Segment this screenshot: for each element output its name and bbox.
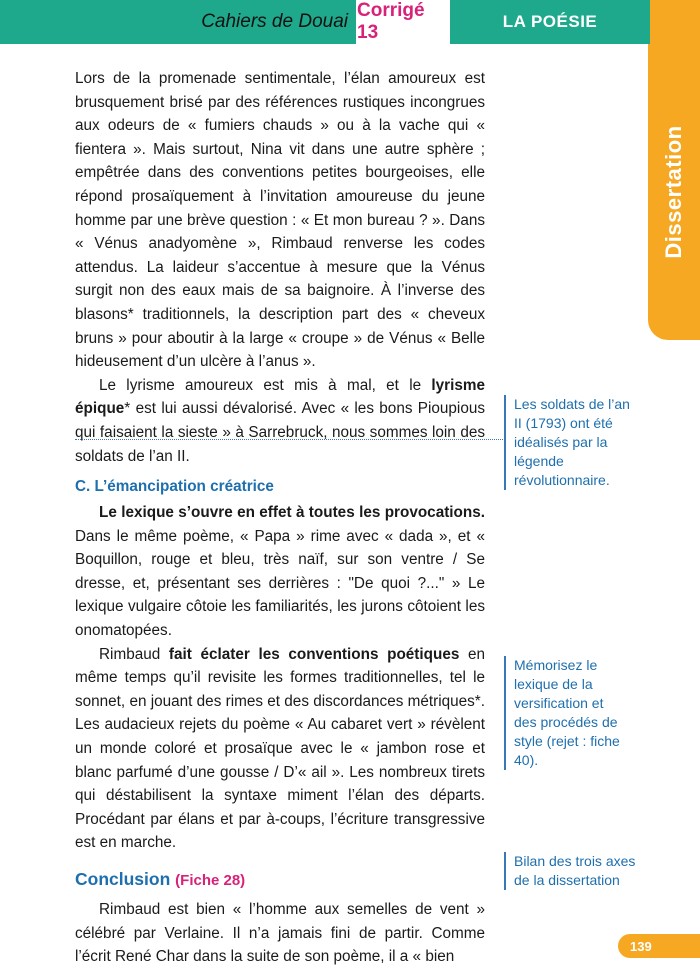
margin-note-2: Mémorisez le lexique de la versification et des procédés de style (rejet : fiche 40). <box>504 656 629 770</box>
conclusion-title: Conclusion <box>75 869 171 889</box>
main-text <box>75 67 485 969</box>
paragraph-2-text-c: * est lui aussi dévalorisé. Avec « les bons Pioupious qui faisaient la sieste » à Sarrebruck, nous sommes loin des <box>75 400 485 441</box>
paragraph-4 <box>75 643 485 855</box>
side-tab <box>648 44 700 340</box>
side-tab-label: Dissertation <box>661 125 686 259</box>
page-number: 139 <box>618 934 700 958</box>
header-book-title-bar <box>0 0 356 44</box>
paragraph-4-bold: fait éclater les conventions poétiques <box>168 645 460 663</box>
paragraph-2-bold: lyrisme épique <box>75 376 485 418</box>
note-leader-line <box>75 439 503 440</box>
paragraph-3 <box>75 501 485 643</box>
margin-note-1: Les soldats de l’an II (1793) ont été idéalisés par la légende révolutionnaire. <box>504 395 634 490</box>
side-tab-top <box>650 0 700 44</box>
paragraph-4-text-c: en même temps qu’il revisite les formes traditionnelles, tel le sonnet, en jouant des rimes et des discordances métriques*. Les audacieux rejets du poème « Au cabaret vert » révèlent un monde coloré et prosaïque avec le « jambon rose et blanc parfumé d’une gousse / D’« ail ». Les nombreux tirets qui déstabilisent la syntaxe miment l’élan des départs. Procédant par élans et par à-coups, l’écriture transgressive est en marche. <box>75 645 486 852</box>
paragraph-5: Rimbaud est bien « l’homme aux semelles de vent » célébré par Verlaine. Il n’a jamais fini de partir. Comme l’écrit René Char dans la suite de son poème, il a « bien <box>75 901 485 966</box>
paragraph-1: Lors de la promenade sentimentale, l’élan amoureux est brusquement brisé par des références rustiques incongrues aux odeurs de « fumiers chauds » ou à la vache qui « fientera ». Mais surtout, Nina vit dans une autre sphère ; empêtrée dans des conventions petites bourgeoises, elle répond prosaïquement à l’invitation amoureuse du jeune homme par une brève question : « Et mon bureau ? ». Dans « Vénus anadyomène », Rimbaud renverse les codes attendus. La laideur s’accentue à mesure que la Vénus surgit non des eaux mais de sa baignoire. À l’inverse des blasons* traditionnels, la description part des « cheveux bruns » pour aboutir à la large « croupe » de Vénus « Belle hideusement d’un ulcère à l’anus ». <box>75 70 485 371</box>
paragraph-2-note-anchor: soldats de l’an II <box>75 447 186 465</box>
paragraph-4-text-a: Rimbaud <box>99 645 169 663</box>
heading-c: C. L’émancipation créatrice <box>75 478 274 496</box>
margin-note-3: Bilan des trois axes de la dissertation <box>504 852 639 890</box>
conclusion-heading <box>75 866 485 894</box>
conclusion-fiche-ref: (Fiche 28) <box>175 872 246 889</box>
paragraph-3-bold: Le lexique s’ouvre en effet à toutes les provocations. <box>99 504 485 522</box>
paragraph-2-text-a: Le lyrisme amoureux est mis à mal, et le <box>99 376 432 394</box>
book-title: Cahiers de Douai <box>201 11 348 32</box>
paragraph-2-text-e: . <box>185 447 190 465</box>
corrige-label: Corrigé 13 <box>357 0 449 44</box>
section-title: LA POÉSIE <box>450 0 650 44</box>
paragraph-2 <box>75 374 485 468</box>
paragraph-3-text: Dans le même poème, « Papa » rime avec « dada », et « Boquillon, rouge et bleu, très naïf, sur son ventre / Se dresse, et, présentant ses derrières : "De quoi ?..." » Le lexique vulgaire côtoie les familiarités, les jurons côtoient les onomatopées. <box>75 527 485 640</box>
